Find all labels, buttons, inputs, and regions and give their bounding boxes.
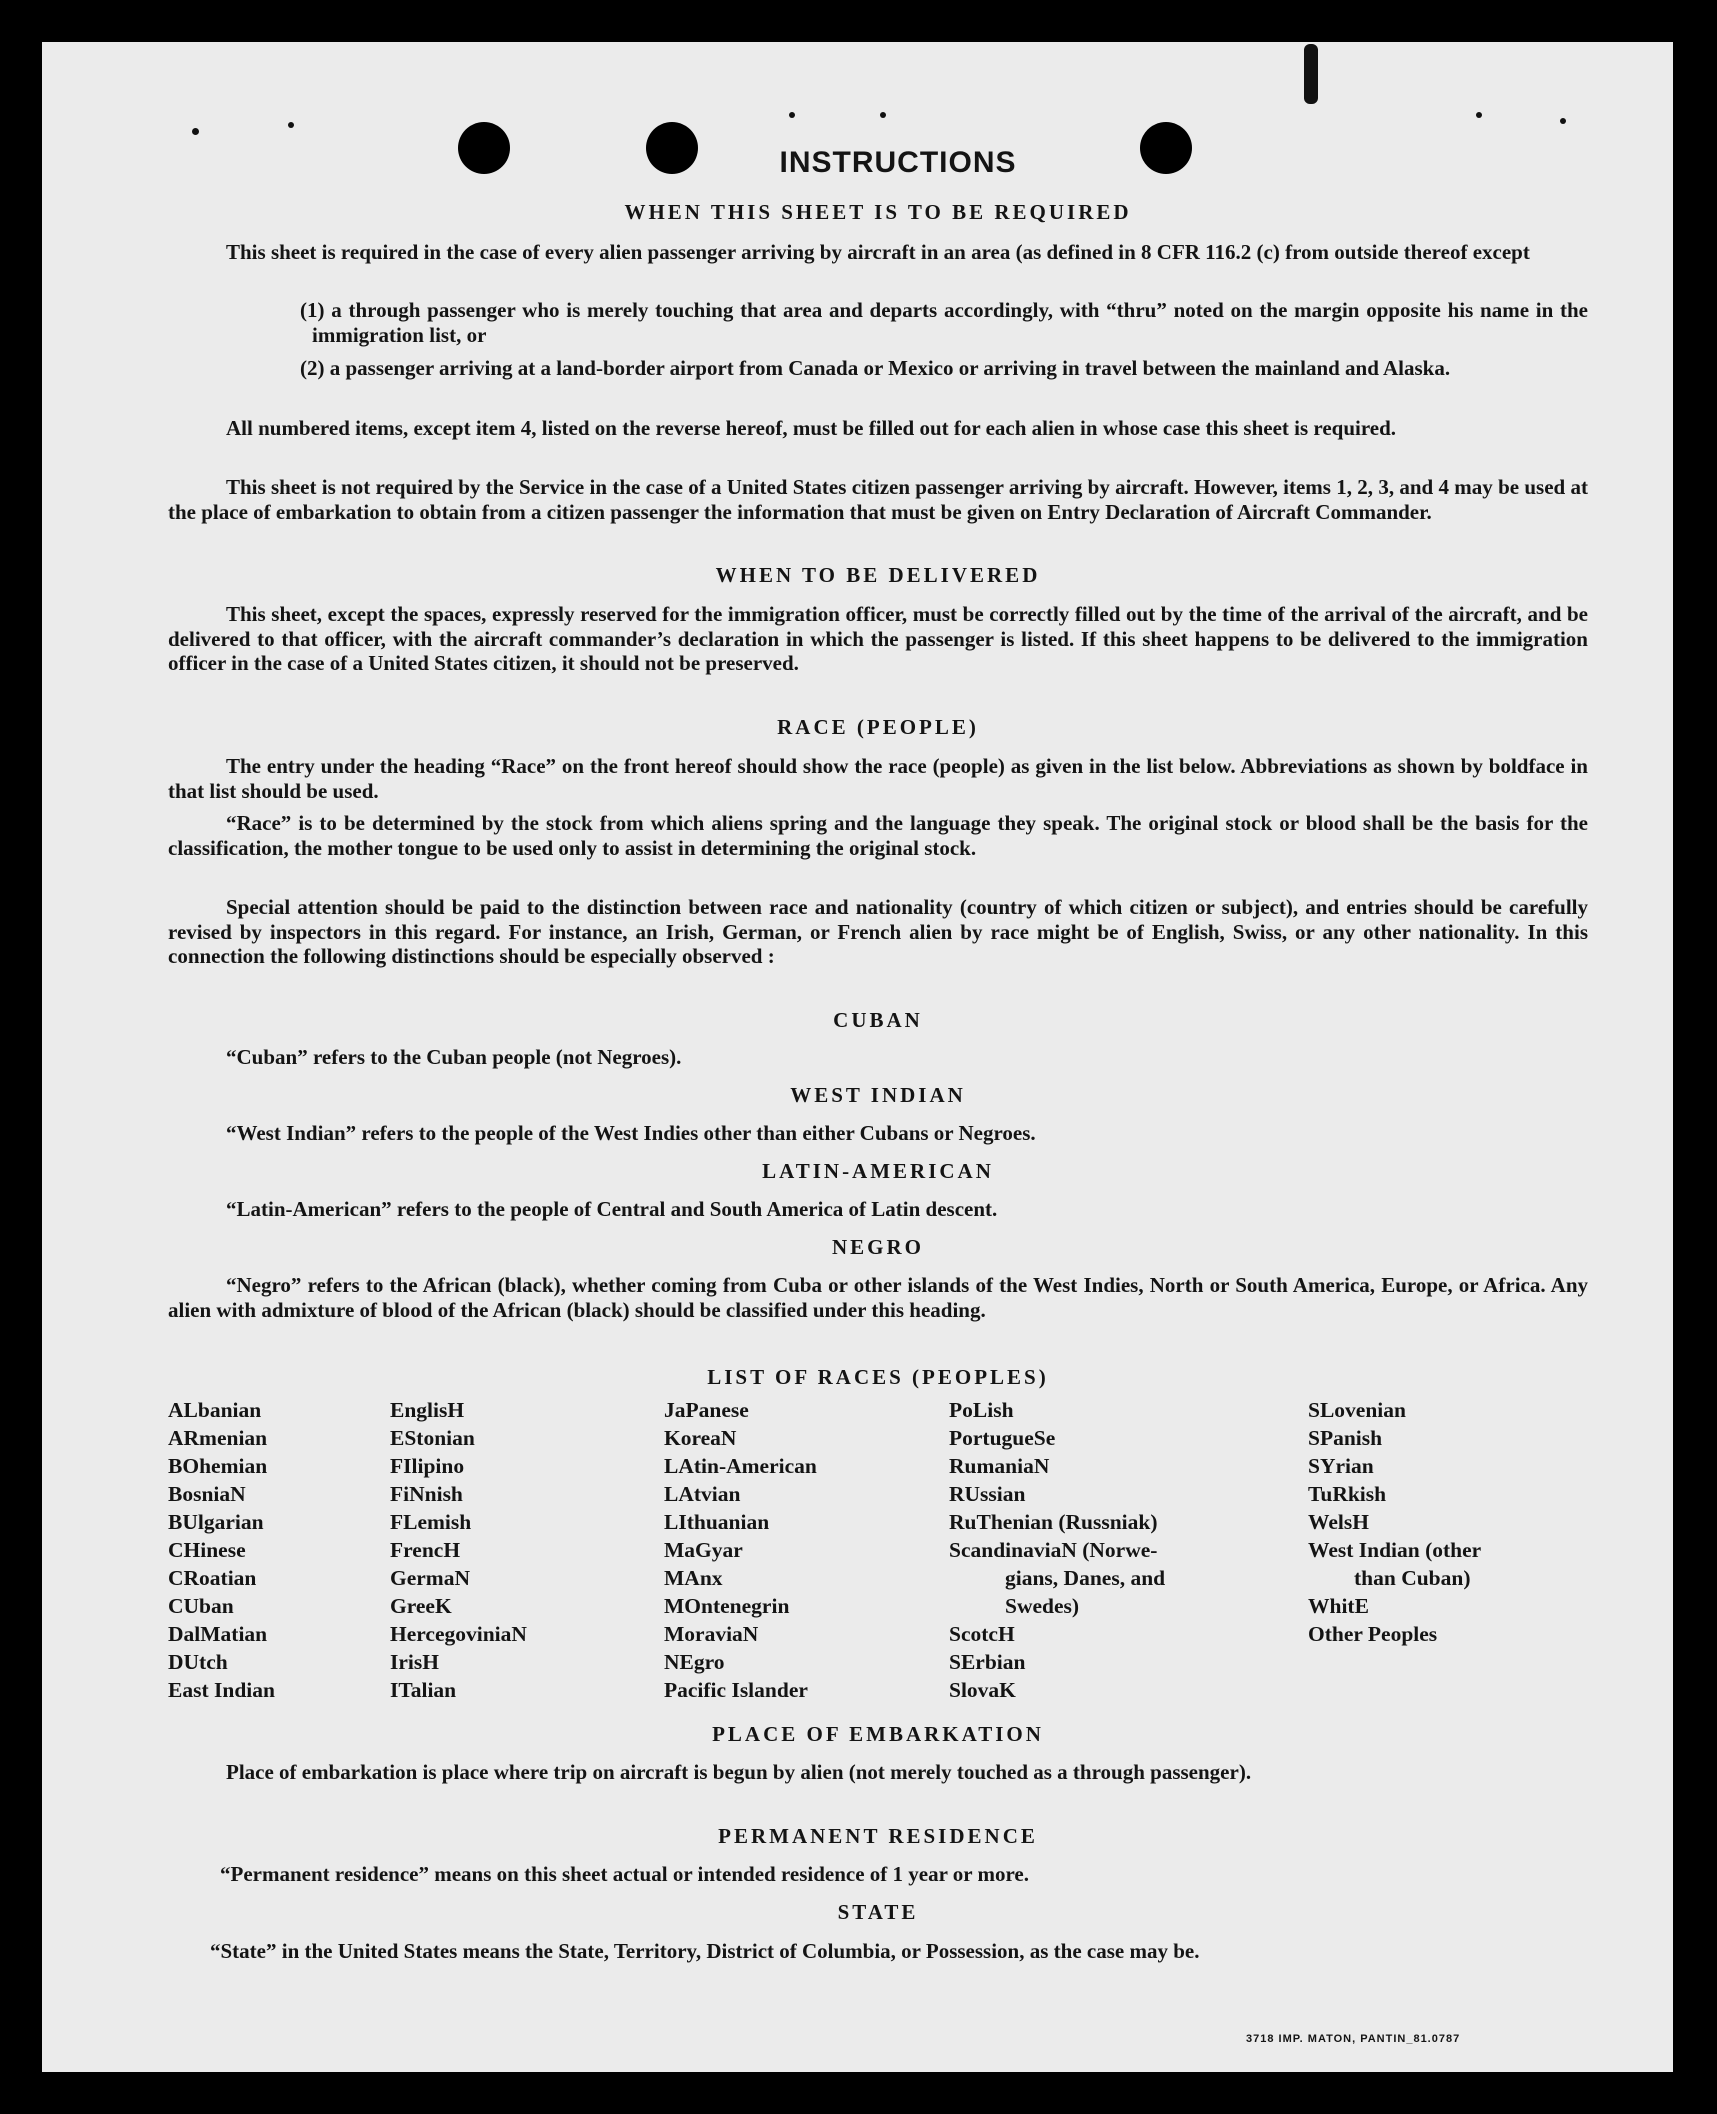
races-column [664, 1396, 817, 1704]
paragraph: This sheet is not required by the Service in the case of a United States citizen passenger arriving by aircraft. However, items 1, 2, 3, and 4 may be used at the place of embarkation to obtain from a citizen passenger the information that must be given on Entry Declaration of Aircraft Commander. [168, 475, 1588, 524]
race-item: IrisH [390, 1650, 439, 1674]
section-heading: WHEN TO BE DELIVERED [715, 563, 1041, 587]
race-item: FIlipino [390, 1454, 465, 1478]
paragraph: The entry under the heading “Race” on the front hereof should show the race (people) as given in the list below. Abbreviations as shown by boldface in that list should be used. [168, 754, 1588, 803]
race-item: MaGyar [664, 1538, 743, 1562]
race-item: gians, Danes, and [1005, 1566, 1166, 1590]
races-column [949, 1396, 1165, 1704]
paragraph: Place of embarkation is place where trip on aircraft is begun by alien (not merely touched as a through passenger). [226, 1760, 1252, 1784]
ink-speck [1560, 118, 1566, 124]
race-item: TuRkish [1308, 1482, 1387, 1506]
race-item: BUlgarian [168, 1510, 264, 1534]
race-item: GermaN [390, 1566, 470, 1590]
paragraph: “Cuban” refers to the Cuban people (not Negroes). [226, 1045, 682, 1069]
section-heading: CUBAN [833, 1008, 923, 1032]
race-item: HercegoviniaN [390, 1622, 527, 1646]
race-item: MOntenegrin [664, 1594, 790, 1618]
race-item: ScotcH [949, 1622, 1015, 1646]
race-item: EnglisH [390, 1398, 465, 1422]
paragraph: This sheet is required in the case of every alien passenger arriving by aircraft in an area (as defined in 8 CFR 116.2 (c) from outside thereof except [226, 240, 1530, 264]
ink-speck [1476, 112, 1482, 118]
race-item: East Indian [168, 1678, 275, 1702]
race-item: FrencH [390, 1538, 461, 1562]
section-heading: WEST INDIAN [790, 1083, 966, 1107]
race-item: GreeK [390, 1594, 452, 1618]
race-item: MoraviaN [664, 1622, 759, 1646]
race-item: NEgro [664, 1650, 725, 1674]
race-item: SYrian [1308, 1454, 1374, 1478]
race-item: SlovaK [949, 1678, 1016, 1702]
race-item: CRoatian [168, 1566, 257, 1590]
section-heading: LIST OF RACES (PEOPLES) [707, 1365, 1049, 1389]
race-item: SPanish [1308, 1426, 1383, 1450]
race-item: CHinese [168, 1538, 246, 1562]
race-item: BosniaN [168, 1482, 246, 1506]
paragraph: “Negro” refers to the African (black), whether coming from Cuba or other islands of the West Indies, North or South America, Europe, or Africa. Any alien with admixture of blood of the African (black) should be classified under this heading. [168, 1273, 1588, 1322]
race-item: KoreaN [664, 1426, 737, 1450]
section-heading: LATIN-AMERICAN [762, 1159, 994, 1183]
section-heading: RACE (PEOPLE) [777, 715, 979, 739]
printer-mark: 3718 IMP. MATON, PANTIN_81.0787 [1246, 2033, 1461, 2045]
section-heading: NEGRO [831, 1235, 924, 1259]
ink-mark [1304, 44, 1318, 104]
race-item: ALbanian [168, 1398, 262, 1422]
paragraph: “Latin-American” refers to the people of Central and South America of Latin descent. [226, 1197, 998, 1221]
races-column [1308, 1396, 1481, 1648]
race-item: PortugueSe [949, 1426, 1056, 1450]
ink-speck [192, 128, 199, 135]
race-item: FiNnish [390, 1482, 463, 1506]
races-column [168, 1396, 275, 1704]
race-item: West Indian (other [1308, 1538, 1482, 1562]
race-item: WelsH [1308, 1510, 1369, 1534]
race-item: than Cuban) [1354, 1566, 1471, 1590]
ink-speck [288, 122, 294, 128]
race-item: PoLish [949, 1398, 1014, 1422]
races-column [390, 1396, 527, 1704]
race-item: Pacific Islander [664, 1678, 808, 1702]
section-heading: PERMANENT RESIDENCE [718, 1824, 1038, 1848]
paragraph: “State” in the United States means the State, Territory, District of Columbia, or Possession, as the case may be. [210, 1939, 1200, 1963]
race-item: ScandinaviaN (Norwe- [949, 1538, 1158, 1562]
race-item: LAtin-American [664, 1454, 817, 1478]
race-item: DalMatian [168, 1622, 268, 1646]
race-item: RuThenian (Russniak) [949, 1510, 1158, 1534]
paragraph: “Race” is to be determined by the stock from which aliens spring and the language they speak. The original stock or blood shall be the basis for the classification, the mother tongue to be used only to assist in determining the original stock. [168, 811, 1588, 860]
race-item: ITalian [390, 1678, 457, 1702]
race-item: WhitE [1308, 1594, 1369, 1618]
paragraph: All numbered items, except item 4, listed on the reverse hereof, must be filled out for each alien in whose case this sheet is required. [226, 416, 1397, 440]
paragraph: This sheet, except the spaces, expressly reserved for the immigration officer, must be correctly filled out by the time of the arrival of the aircraft, and be delivered to that officer, with the aircraft commander’s declaration in which the passenger is listed. If this sheet happens to be delivered to the immigration officer in the case of a United States citizen, it should not be preserved. [168, 602, 1588, 675]
race-item: SErbian [949, 1650, 1026, 1674]
ink-speck [880, 112, 886, 118]
race-item: RUssian [949, 1482, 1026, 1506]
section-heading: PLACE OF EMBARKATION [712, 1722, 1044, 1746]
race-item: BOhemian [168, 1454, 268, 1478]
race-item: RumaniaN [949, 1454, 1050, 1478]
race-item: DUtch [168, 1650, 228, 1674]
race-item: LIthuanian [664, 1510, 770, 1534]
page-title: INSTRUCTIONS [779, 146, 1017, 179]
race-item: JaPanese [664, 1398, 749, 1422]
race-item: FLemish [390, 1510, 472, 1534]
list-item: (2) a passenger arriving at a land-border airport from Canada or Mexico or arriving in travel between the mainland and Alaska. [300, 356, 1451, 380]
list-item: (1) a through passenger who is merely touching that area and departs accordingly, with “thru” noted on the margin opposite his name in the immigration list, or [300, 298, 1588, 347]
race-item: Other Peoples [1308, 1622, 1438, 1646]
race-item: CUban [168, 1594, 234, 1618]
paragraph: “West Indian” refers to the people of the West Indies other than either Cubans or Negroes. [226, 1121, 1036, 1145]
race-item: Swedes) [1005, 1594, 1080, 1618]
race-item: EStonian [390, 1426, 475, 1450]
section-heading: STATE [837, 1900, 919, 1924]
paragraph: Special attention should be paid to the distinction between race and nationality (country of which citizen or subject), and entries should be carefully revised by inspectors in this regard. For instance, an Irish, German, or French alien by race might be of English, Swiss, or any other nationality. In this connection the following distinctions should be especially observed : [168, 895, 1588, 968]
race-item: SLovenian [1308, 1398, 1406, 1422]
ink-speck [789, 112, 795, 118]
section-heading: WHEN THIS SHEET IS TO BE REQUIRED [624, 200, 1132, 224]
document-page [42, 42, 1673, 2072]
paragraph: “Permanent residence” means on this sheet actual or intended residence of 1 year or more. [220, 1862, 1029, 1886]
race-item: MAnx [664, 1566, 723, 1590]
race-item: LAtvian [664, 1482, 741, 1506]
race-item: ARmenian [168, 1426, 268, 1450]
